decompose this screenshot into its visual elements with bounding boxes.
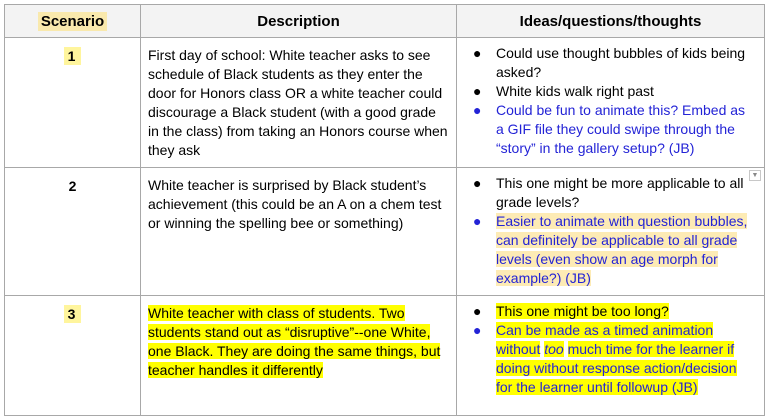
bullet-icon: ● — [473, 213, 482, 229]
scenario-ideas[interactable] — [457, 296, 765, 416]
table-row — [5, 168, 765, 296]
bullet-icon: ● — [473, 45, 482, 61]
list-item: ● White kids walk right past — [473, 83, 654, 99]
scenario-description[interactable]: White teacher is surprised by Black student’s achievement (this could be an A on a chem test or winning the spelling bee or something) — [141, 168, 457, 296]
bullet-icon: ● — [473, 175, 482, 191]
header-ideas: Ideas/questions/thoughts — [457, 5, 765, 38]
list-item: ● This one might be more applicable to all grade levels? — [473, 175, 744, 210]
chevron-down-icon[interactable]: ▼ — [749, 170, 761, 181]
list-item: ● Can be made as a timed animation without too much time for the learner if doing without response action/decision for the learner until followup (JB) — [473, 322, 737, 395]
scenario-number: 1 — [5, 38, 141, 168]
table-row — [5, 38, 765, 168]
header-scenario: Scenario — [5, 5, 141, 38]
ideas-list — [463, 302, 756, 397]
header-description: Description — [141, 5, 457, 38]
scenario-ideas[interactable] — [457, 38, 765, 168]
table-row — [5, 296, 765, 416]
header-row — [5, 5, 765, 38]
scenario-table — [4, 4, 765, 416]
scenario-ideas[interactable] — [457, 168, 765, 296]
bullet-icon: ● — [473, 303, 482, 319]
ideas-list — [463, 174, 756, 288]
scenario-description[interactable]: White teacher with class of students. Two students stand out as “disruptive”--one White, one Black. They are doing the same things, but teacher handles it differently — [141, 296, 457, 416]
bullet-icon: ● — [473, 102, 482, 118]
list-item: ● Could be fun to animate this? Embed as a GIF file they could swipe through the “story” in the gallery setup? (JB) — [473, 102, 746, 156]
list-item: ● This one might be too long? — [473, 303, 669, 319]
list-item: ● Could use thought bubbles of kids being asked? — [473, 45, 746, 80]
scenario-number: 3 — [5, 296, 141, 416]
scenario-description[interactable]: First day of school: White teacher asks to see schedule of Black students as they enter the door for Honors class OR a white teacher could discourage a Black student (with a good grade in the class) from taking an Honors course when they ask — [141, 38, 457, 168]
scenario-number: 2 — [5, 168, 141, 296]
bullet-icon: ● — [473, 83, 482, 99]
list-item: ● Easier to animate with question bubbles, can definitely be applicable to all grade levels (even show an age morph for example?) (JB) — [473, 213, 748, 286]
ideas-list — [463, 44, 756, 158]
bullet-icon: ● — [473, 322, 482, 338]
